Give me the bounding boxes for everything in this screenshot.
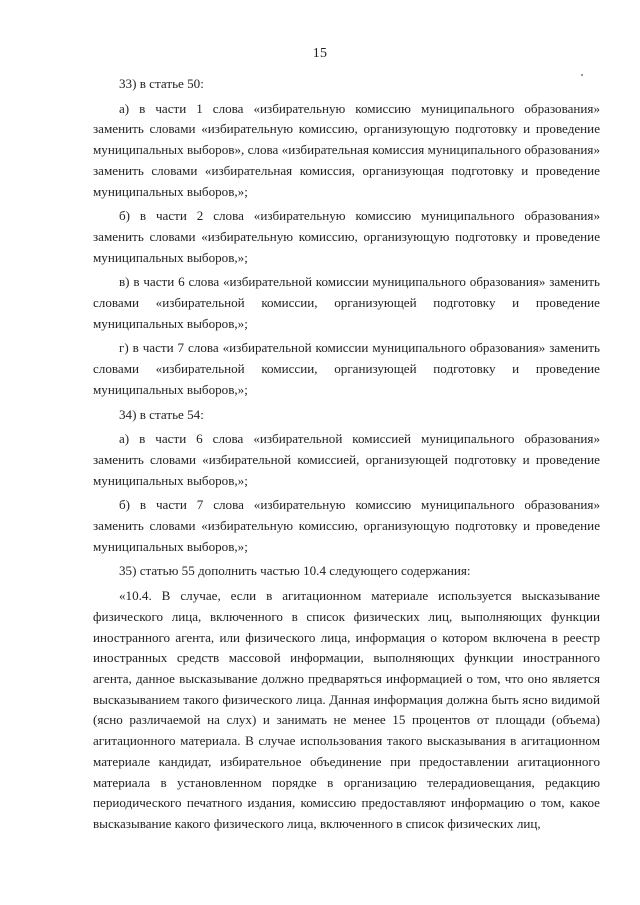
item-33-g: г) в части 7 слова «избирательной комиссии муниципального образования» заменить словами «избирательной комиссии, организующей подготовку и проведение муниципальных выборов,»; — [93, 340, 600, 397]
item-33-v: в) в части 6 слова «избирательной комиссии муниципального образования» заменить словами «избирательной комиссии, организующей подготовку и проведение муниципальных выборов,»; — [93, 274, 600, 331]
item-33-a: а) в части 1 слова «избирательную комиссию муниципального образования» заменить словами «избирательную комиссию, организующую подготовку и проведение муниципальных выборов», слова «избирательная комиссия муниципального образования» заменить словами «избирательная комиссия, организующая подготовку и проведение муниципальных выборов,»; — [93, 100, 600, 199]
item-35-heading: 35) статью 55 дополнить частью 10.4 следующего содержания: — [119, 563, 471, 579]
item-34-heading: 34) в статье 54: — [119, 406, 204, 422]
item-34-b: б) в части 7 слова «избирательную комиссию муниципального образования» заменить словами «избирательную комиссию, организующую подготовку и проведение муниципальных выборов,»; — [93, 497, 600, 554]
item-33-b: б) в части 2 слова «избирательную комиссию муниципального образования» заменить словами «избирательную комиссию, организующую подготовку и проведение муниципальных выборов,»; — [93, 208, 600, 265]
document-body — [93, 74, 600, 835]
item-33-heading: 33) в статье 50: — [119, 76, 204, 91]
item-34-a: а) в части 6 слова «избирательной комиссией муниципального образования» заменить словами «избирательной комиссией, организующей подготовку и проведение муниципальных выборов,»; — [93, 431, 600, 488]
part-10-4-text: «10.4. В случае, если в агитационном материале используется высказывание физического лица, включенного в список физических лиц, выполняющих функции иностранного агента, или физического лица, информация о котором включена в реестр иностранных средств массовой информации, выполняющих функции иностранного агента, данное высказывание должно предваряться информацией о том, что оно является высказыванием такого физического лица. Данная информация должна быть ясно видимой (ясно различаемой на слух) и занимать не менее 15 процентов от площади (объема) агитационного материала. В случае использования такого высказывания в агитационном материале кандидат, избирательное объединение при предоставлении агитационного материала в установленном порядке в организацию телерадиовещания, редакцию периодического печатного издания, комиссию предоставляют информацию о том, какое высказывание какого физического лица, включенного в список физических лиц, — [93, 588, 600, 831]
page-number: 15 — [312, 46, 328, 61]
